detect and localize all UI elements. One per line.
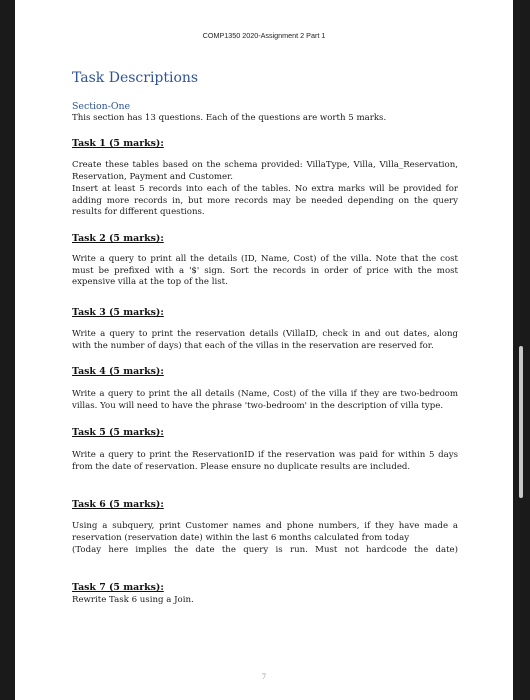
task-6-body-1: Using a subquery, print Customer names and phone numbers, if they have made a reservation (reservation date) within the last 6 months calculated from today (72, 521, 458, 543)
task-5-body: Write a query to print the ReservationID if the reservation was paid for within 5 days from the date of reservation. Please ensure no duplicate results are included. (72, 450, 458, 472)
document-page (15, 0, 513, 700)
task-2-body: Write a query to print all the details (ID, Name, Cost) of the villa. Note that the cost must be prefixed with a '$' sign. Sort the records in order of price with the most expensive villa at the top of the list. (72, 254, 458, 288)
task-1-body-2: Insert at least 5 records into each of the tables. No extra marks will be provided for adding more records in, but more records may be needed depending on the query results for different questions. (72, 184, 458, 218)
task-4-body: Write a query to print the all details (Name, Cost) of the villa if they are two-bedroom villas. You will need to have the phrase 'two-bedroom' in the description of villa type. (72, 389, 458, 411)
task-6-body-2: (Today here implies the date the query is run. Must not hardcode the date) (72, 545, 458, 555)
section-label: Section-One (72, 101, 131, 112)
section-intro: This section has 13 questions. Each of the questions are worth 5 marks. (72, 113, 387, 123)
task-4-title: Task 4 (5 marks): (72, 366, 164, 377)
task-7-title: Task 7 (5 marks): (72, 582, 164, 593)
task-2-title: Task 2 (5 marks): (72, 233, 164, 244)
task-3-title: Task 3 (5 marks): (72, 307, 164, 318)
task-7-body: Rewrite Task 6 using a Join. (72, 595, 194, 605)
task-6-title: Task 6 (5 marks): (72, 499, 164, 510)
vertical-scrollbar[interactable] (519, 346, 523, 498)
task-5-title: Task 5 (5 marks): (72, 427, 164, 438)
task-1-body-1: Create these tables based on the schema provided: VillaType, Villa, Villa_Reservation, Reservation, Payment and Customer. (72, 160, 458, 182)
task-3-body: Write a query to print the reservation details (VillaID, check in and out dates, along with the number of days) that each of the villas in the reservation are reserved for. (72, 329, 458, 351)
page-title: Task Descriptions (72, 70, 199, 86)
page-header: COMP1350 2020-Assignment 2 Part 1 (202, 31, 326, 40)
page-number: 7 (261, 673, 267, 681)
task-1-title: Task 1 (5 marks): (72, 138, 164, 149)
